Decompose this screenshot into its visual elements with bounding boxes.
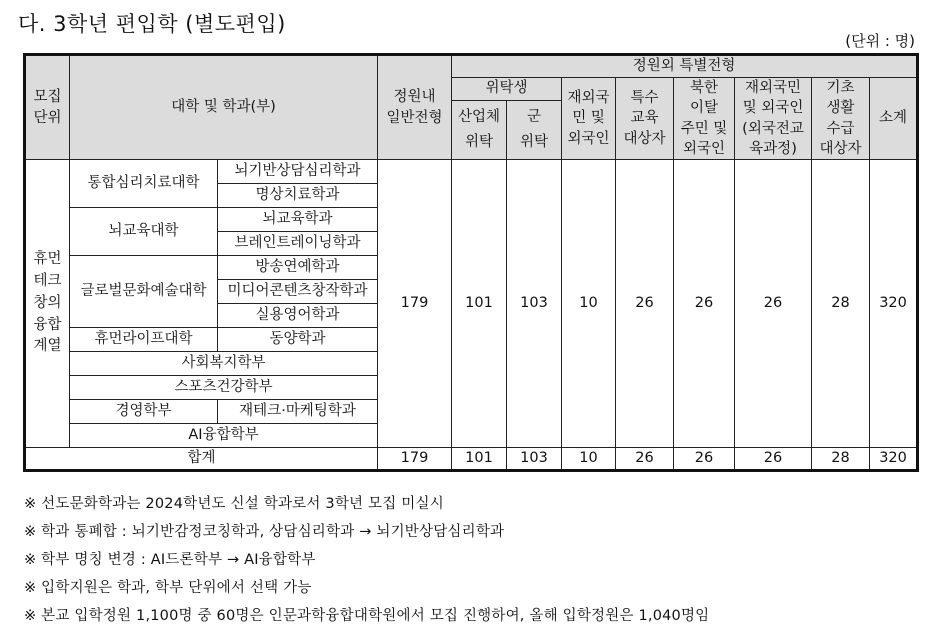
header-overseas-foreign: 재외국민 및 외국인 (외국전교 육과정) xyxy=(735,78,812,160)
college-integrative-therapy: 통합심리치료대학 xyxy=(70,160,218,208)
college-sports-health: 스포츠건강학부 xyxy=(70,376,378,400)
total-north-korea: 26 xyxy=(674,448,735,471)
dept-media-content: 미디어콘텐츠창작학과 xyxy=(218,280,378,304)
section-title: 다. 3학년 편입학 (별도편입) xyxy=(18,12,286,36)
note-item: ※ 선도문화학과는 2024학년도 신설 학과로서 3학년 모집 미실시 xyxy=(24,496,444,512)
dept-oriental: 동양학과 xyxy=(218,328,378,352)
header-group-unit: 모집 단위 xyxy=(25,55,70,160)
value-subtotal: 320 xyxy=(870,160,918,448)
value-overseas: 10 xyxy=(562,160,616,448)
total-basic-living: 28 xyxy=(812,448,870,471)
header-special-quota: 정원외 특별전형 xyxy=(452,55,918,78)
unit-label: (단위 : 명) xyxy=(845,32,915,50)
group-unit-cell: 휴먼 테크 창의 융합 계열 xyxy=(25,160,70,448)
header-subtotal: 소계 xyxy=(870,78,918,160)
college-business: 경영학부 xyxy=(70,400,218,424)
dept-brain-education: 뇌교육학과 xyxy=(218,208,378,232)
total-overseas: 10 xyxy=(562,448,616,471)
header-military: 군 위탁 xyxy=(507,100,562,160)
dept-practical-english: 실용영어학과 xyxy=(218,304,378,328)
header-overseas: 재외국 민 및 외국인 xyxy=(562,78,616,160)
college-brain-education: 뇌교육대학 xyxy=(70,208,218,256)
total-label: 합계 xyxy=(25,448,378,471)
admission-quota-table xyxy=(23,53,919,472)
value-special-edu: 26 xyxy=(616,160,674,448)
total-industry: 101 xyxy=(452,448,507,471)
dept-meditation-therapy: 명상치료학과 xyxy=(218,184,378,208)
dept-brain-training: 브레인트레이닝학과 xyxy=(218,232,378,256)
college-human-life: 휴먼라이프대학 xyxy=(70,328,218,352)
dept-finance-marketing: 재테크·마케팅학과 xyxy=(218,400,378,424)
header-special-edu: 특수 교육 대상자 xyxy=(616,78,674,160)
header-regular-quota: 정원내 일반전형 xyxy=(378,55,452,160)
header-basic-living: 기초 생활 수급 대상자 xyxy=(812,78,870,160)
header-entrusted: 위탁생 xyxy=(452,78,562,101)
dept-broadcasting: 방송연예학과 xyxy=(218,256,378,280)
total-subtotal: 320 xyxy=(870,448,918,471)
note-item: ※ 입학지원은 학과, 학부 단위에서 선택 가능 xyxy=(24,580,312,596)
value-regular: 179 xyxy=(378,160,452,448)
value-industry: 101 xyxy=(452,160,507,448)
header-industry: 산업체 위탁 xyxy=(452,100,507,160)
note-item: ※ 학부 명칭 변경 : AI드론학부 → AI융합학부 xyxy=(24,552,316,568)
college-global-culture-arts: 글로벌문화예술대학 xyxy=(70,256,218,328)
value-basic-living: 28 xyxy=(812,160,870,448)
header-college-dept: 대학 및 학과(부) xyxy=(70,55,378,160)
value-overseas-foreign: 26 xyxy=(735,160,812,448)
dept-brain-counseling: 뇌기반상담심리학과 xyxy=(218,160,378,184)
notes-list xyxy=(24,490,709,630)
header-north-korea: 북한 이탈 주민 및 외국인 xyxy=(674,78,735,160)
note-item: ※ 학과 통폐합 : 뇌기반감정코칭학과, 상담심리학과 → 뇌기반상담심리학과 xyxy=(24,524,505,540)
total-special-edu: 26 xyxy=(616,448,674,471)
college-ai-convergence: AI융합학부 xyxy=(70,424,378,448)
value-north-korea: 26 xyxy=(674,160,735,448)
note-item: ※ 본교 입학정원 1,100명 중 60명은 인문과학융합대학원에서 모집 진행하여, 올해 입학정원은 1,040명임 xyxy=(24,608,710,624)
total-military: 103 xyxy=(507,448,562,471)
college-social-welfare: 사회복지학부 xyxy=(70,352,378,376)
total-regular: 179 xyxy=(378,448,452,471)
total-overseas-foreign: 26 xyxy=(735,448,812,471)
value-military: 103 xyxy=(507,160,562,448)
